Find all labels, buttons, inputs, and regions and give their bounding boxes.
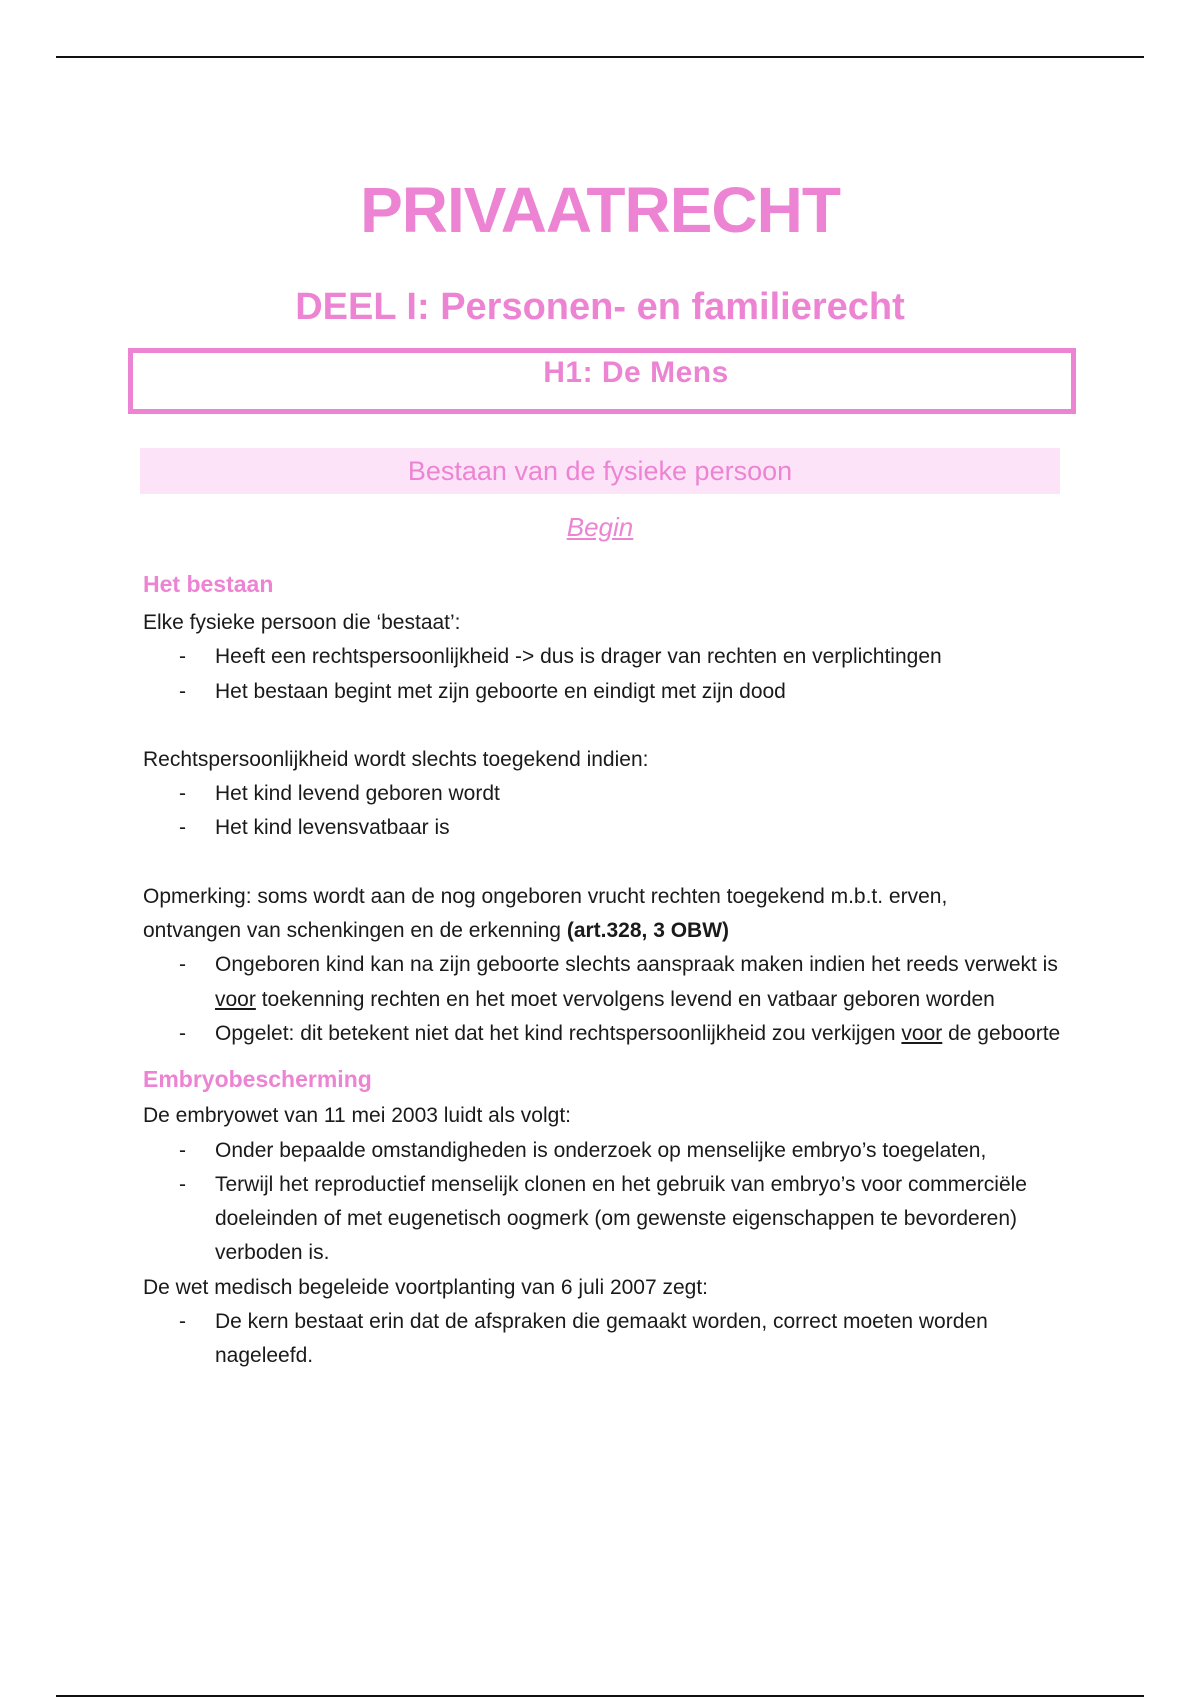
dash-marker: -	[179, 679, 186, 703]
chapter-title: H1: De Mens	[543, 356, 729, 389]
list-item	[143, 1168, 1073, 1271]
document-body	[143, 566, 1073, 1374]
list-item-text: Opgelet: dit betekent niet dat het kind rechtspersoonlijkheid zou verkijgen	[215, 1021, 902, 1045]
document-title: PRIVAATRECHT	[360, 174, 840, 246]
underlined-word: voor	[901, 1021, 943, 1045]
list-item	[143, 948, 1073, 1017]
chapter-box	[128, 348, 1076, 414]
list-item-text: De kern bestaat erin dat de afspraken die gemaakt worden, correct moeten worden nageleefd.	[215, 1310, 988, 1368]
list-item-text: Het kind levend geboren wordt	[215, 782, 500, 806]
top-rule	[56, 56, 1144, 58]
list-item-text: de geboorte	[942, 1021, 1061, 1045]
dash-marker: -	[179, 1138, 186, 1162]
paragraph: De embryowet van 11 mei 2003 luidt als volgt:	[143, 1104, 571, 1128]
paragraph: De wet medisch begeleide voortplanting van 6 juli 2007 zegt:	[143, 1275, 709, 1299]
bullet-list	[143, 640, 1073, 709]
list-item-text: Onder bepaalde omstandigheden is onderzoek op menselijke embryo’s toegelaten,	[215, 1138, 987, 1162]
list-item	[143, 1017, 1073, 1051]
list-item	[143, 675, 1073, 709]
bullet-list	[143, 948, 1073, 1051]
list-item	[143, 811, 1073, 845]
underlined-word: voor	[215, 987, 256, 1011]
list-item-text: Het bestaan begint met zijn geboorte en eindigt met zijn dood	[215, 679, 786, 703]
list-item-text: Ongeboren kind kan na zijn geboorte slechts aanspraak maken indien het reeds verwekt is	[215, 953, 1058, 977]
list-item-text: Heeft een rechtspersoonlijkheid -> dus is drager van rechten en verplichtingen	[215, 645, 942, 669]
remark-text-line1: Opmerking: soms wordt aan de nog ongeboren vrucht rechten toegekend m.b.t. erven,	[143, 884, 948, 908]
dash-marker: -	[179, 953, 186, 977]
list-item	[143, 1305, 1073, 1374]
dash-marker: -	[179, 816, 186, 840]
legal-reference: (art.328, 3 OBW)	[566, 919, 730, 943]
bottom-rule	[56, 1695, 1144, 1697]
list-item-text: toekenning rechten en het moet vervolgens levend en vatbaar geboren worden	[255, 987, 995, 1011]
list-item	[143, 1134, 1073, 1168]
section-heading: Bestaan van de fysieke persoon	[140, 448, 1060, 494]
paragraph: Elke fysieke persoon die ‘bestaat’:	[143, 611, 461, 634]
list-item	[143, 640, 1073, 674]
heading-het-bestaan: Het bestaan	[143, 571, 274, 597]
bullet-list	[143, 1134, 1073, 1271]
list-item	[143, 777, 1073, 811]
bullet-list	[143, 777, 1073, 846]
subsection-heading: Begin	[566, 512, 634, 542]
list-item-text: Het kind levensvatbaar is	[215, 816, 450, 840]
dash-marker: -	[179, 1172, 186, 1196]
dash-marker: -	[179, 782, 186, 806]
paragraph: Rechtspersoonlijkheid wordt slechts toegekend indien:	[143, 747, 649, 771]
dash-marker: -	[179, 645, 186, 669]
part-title: DEEL I: Personen- en familierecht	[295, 286, 905, 328]
remark-paragraph	[143, 880, 1073, 949]
dash-marker: -	[179, 1021, 186, 1045]
heading-embryobescherming: Embryobescherming	[143, 1066, 372, 1093]
list-item-text: Terwijl het reproductief menselijk clonen en het gebruik van embryo’s voor commerciële doeleinden of met eugenetisch oogmerk (om gewenste eigenschappen te bevorderen) verboden is.	[215, 1172, 1027, 1265]
bullet-list	[143, 1305, 1073, 1374]
dash-marker: -	[179, 1310, 186, 1334]
remark-text-line2: ontvangen van schenkingen en de erkenning	[143, 919, 567, 943]
